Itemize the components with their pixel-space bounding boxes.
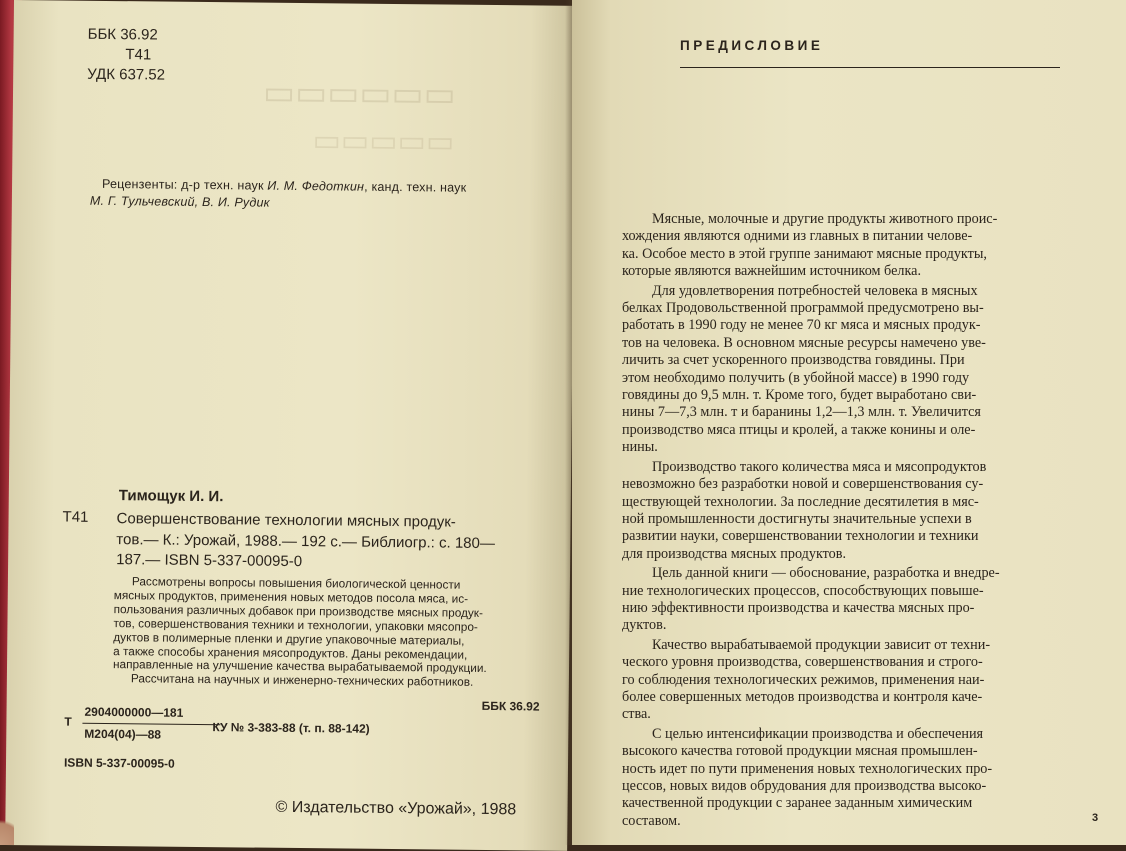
text-line: составом. xyxy=(622,812,681,829)
bib-line: Совершенствование технологии мясных продук- xyxy=(116,510,456,531)
heading-rule xyxy=(680,67,1060,68)
text-line: личить за счет ускоренного производства говядины. При xyxy=(622,352,965,369)
text-line: ства. xyxy=(622,706,651,723)
text-line: качественной продукции с заранее заданным химическим xyxy=(622,795,973,812)
bibliographic-record xyxy=(116,509,495,574)
isbn: ISBN 5-337-00095-0 xyxy=(63,755,175,771)
bib-line: тов.— К.: Урожай, 1988.— 192 с.— Библиогр.: с. 180— xyxy=(116,530,496,552)
reviewer-name: И. М. Федоткин xyxy=(267,178,365,194)
text-line: производство мяса птицы и кролей, а также конины и оле- xyxy=(622,421,976,438)
right-page xyxy=(572,0,1126,845)
text-line: ка. Особое место в этой группе занимают мясные продукты, xyxy=(622,245,987,262)
text-line: этом необходимо получить (в убойной массе) в 1990 году xyxy=(622,369,970,386)
reviewers-label: Рецензенты: xyxy=(102,176,178,192)
text-line: работать в 1990 году не менее 70 кг мяса и мясных продук- xyxy=(622,317,981,334)
text-line: хождения являются одними из главных в питании челове- xyxy=(622,228,973,245)
text-line: которые являются важнейшим источником белка. xyxy=(622,263,921,280)
annotation-line: мясных продуктов, применения новых методов посола мяса, ис- xyxy=(113,587,469,606)
paragraph xyxy=(622,565,1102,635)
reviewers-block: Рецензенты: д-р техн. наук И. М. Федоткин, канд. техн. наук М. Г. Тульчевский, В. И. Рудик xyxy=(89,176,467,210)
fraction-bar xyxy=(82,723,220,726)
text-line: ческого уровня производства, совершенствования и строго- xyxy=(622,654,983,671)
text-line: тов на человека. В основном мясные ресурсы намечено уве- xyxy=(622,334,986,351)
ku-number: КУ № 3-383-88 (т. п. 88-142) xyxy=(212,720,370,736)
text-line: Качество вырабатываемой продукции зависит от техни- xyxy=(652,636,991,653)
fraction-numerator: 2904000000—181 xyxy=(84,704,184,720)
annotation-line: Рассмотрены вопросы повышения биологической ценности xyxy=(131,574,461,592)
annotation-line: а также способы хранения мясопродуктов. Даны рекомендации, xyxy=(113,643,468,662)
paragraph xyxy=(622,726,1102,830)
text-line: дуктов. xyxy=(622,617,667,634)
page-number: 3 xyxy=(1092,812,1099,824)
text-line: Цель данной книги — обоснование, разработка и внедре- xyxy=(652,565,1000,582)
text-line: невозможно без разработки новой и совершенствования су- xyxy=(622,476,984,493)
text-line: нины 7—7,3 млн. т и баранины 1,2—1,3 млн. т. Увеличится xyxy=(622,404,981,421)
text-line: говядины до 9,5 млн. т. Кроме того, будет выработано сви- xyxy=(622,387,977,404)
paragraph xyxy=(622,637,1102,724)
text-line: го соблюдения технологических режимов, применения наи- xyxy=(622,671,985,688)
text-line: развитии науки, совершенствовании технологии и техники xyxy=(622,528,979,545)
annotation-line: направленные на улучшение качества вырабатываемой продукции. xyxy=(112,657,487,676)
text-line: нины. xyxy=(622,439,658,456)
catalog-code: Т41 xyxy=(125,46,152,64)
section-heading: ПРЕДИСЛОВИЕ xyxy=(680,38,824,53)
text-line: нию эффективности производства и качества мясных про- xyxy=(622,599,975,616)
catalog-number: Т41 xyxy=(62,508,89,526)
bib-line: 187.— ISBN 5-337-00095-0 xyxy=(116,551,303,571)
bbk-code: ББК 36.92 xyxy=(87,25,158,44)
paragraph xyxy=(622,211,1102,281)
text-line: цессов, новых видов обрудования для производства высоко- xyxy=(622,778,987,794)
reviewer-names: М. Г. Тульчевский, В. И. Рудик xyxy=(89,193,270,210)
text-line: ние технологических процессов, способствующих повыше- xyxy=(622,582,984,599)
text-line: белках Продовольственной программой предусмотрено вы- xyxy=(622,300,984,317)
annotation xyxy=(113,575,488,690)
bleed-through-text: ▭▭▭▭▭ xyxy=(312,124,455,159)
udk-code: УДК 637.52 xyxy=(87,65,166,84)
bleed-through-text: ▭▭▭▭▭▭ xyxy=(262,73,456,114)
fraction-letter: Т xyxy=(64,714,72,729)
paragraph xyxy=(622,459,1102,563)
text-line: ной промышленности достигнуты значительные успехи в xyxy=(622,510,972,527)
text-line: ществующей технологии. За последние десятилетия в мяс- xyxy=(622,493,979,510)
preface-body xyxy=(622,211,1102,832)
text-line: ность идет по пути применения новых технологических про- xyxy=(622,760,993,777)
left-page xyxy=(5,0,576,851)
annotation-line: дуктов в полимерные пленки и другие упаковочные материалы, xyxy=(113,629,465,648)
text-line: более совершенных методов производства и контроля каче- xyxy=(622,688,983,705)
text-line: для производства мясных продуктов. xyxy=(622,545,847,562)
annotation-line: пользования различных добавок при производстве мясных продук- xyxy=(113,601,483,620)
bbk-code-bottom: ББК 36.92 xyxy=(481,698,540,714)
text-line: высокого качества готовой продукции мясная промышлен- xyxy=(622,743,978,760)
library-codes xyxy=(87,25,165,86)
paragraph xyxy=(622,283,1102,457)
text-line: С целью интенсификации производства и обеспечения xyxy=(652,725,984,742)
text-line: Для удовлетворения потребностей человека в мясных xyxy=(652,282,978,299)
author-name: Тимощук И. И. xyxy=(118,487,224,506)
text-line: Производство такого количества мяса и мясопродуктов xyxy=(652,458,987,475)
annotation-line: тов, совершенствования техники и технологии, упаковки мясопро- xyxy=(113,615,478,634)
copyright-line: © Издательство «Урожай», 1988 xyxy=(275,798,517,819)
text-line: Мясные, молочные и другие продукты животного проис- xyxy=(652,211,998,227)
annotation-line: Рассчитана на научных и инженерно-технических работников. xyxy=(130,671,474,690)
fraction-denominator: М204(04)—88 xyxy=(84,726,162,742)
thumb xyxy=(0,812,14,845)
